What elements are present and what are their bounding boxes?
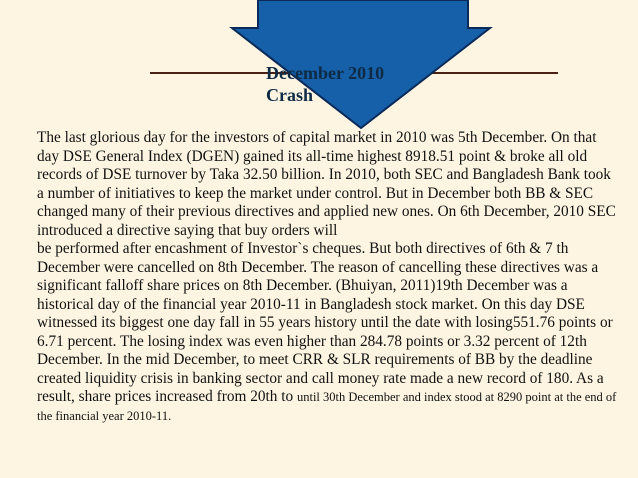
body-paragraph-2 xyxy=(37,240,621,425)
body-paragraph-2-main: be performed after encashment of Investor`s cheques. But both directives of 6th & 7 th December were cancelled on 8th December. The reason of cancelling these directives was a significant falloff share prices on 8th December. (Bhuiyan, 2011)19th December was a historical day of the financial year 2010-11 in Bangladesh stock market. On this day DSE witnessed its biggest one day fall in 55 years history until the date with losing551.76 points or 6.71 percent. The losing index was even higher than 284.78 points or 3.32 percent of 12th December. In the mid December, to meet CRR & SLR requirements of BB by the deadline created liquidity crisis in banking sector and call money rate made a new record of 180. As a result, share prices increased from 20th to xyxy=(37,240,613,405)
body-paragraph-1: The last glorious day for the investors of capital market in 2010 was 5th December. On that day DSE General Index (DGEN) gained its all-time highest 8918.51 point & broke all old records of DSE turnover by Taka 32.50 billion. In 2010, both SEC and Bangladesh Bank took a number of initiatives to keep the market under control. But in December both BB & SEC changed many of their previous directives and applied new ones. On 6th December, 2010 SEC introduced a directive saying that buy orders will xyxy=(37,129,616,239)
slide-title: December 2010 Crash xyxy=(266,63,385,105)
body-paragraph-2-tail: until 30th December and index stood at 8290 point at the end of the financial year 2010-11. xyxy=(37,390,617,423)
slide-body xyxy=(37,129,621,425)
